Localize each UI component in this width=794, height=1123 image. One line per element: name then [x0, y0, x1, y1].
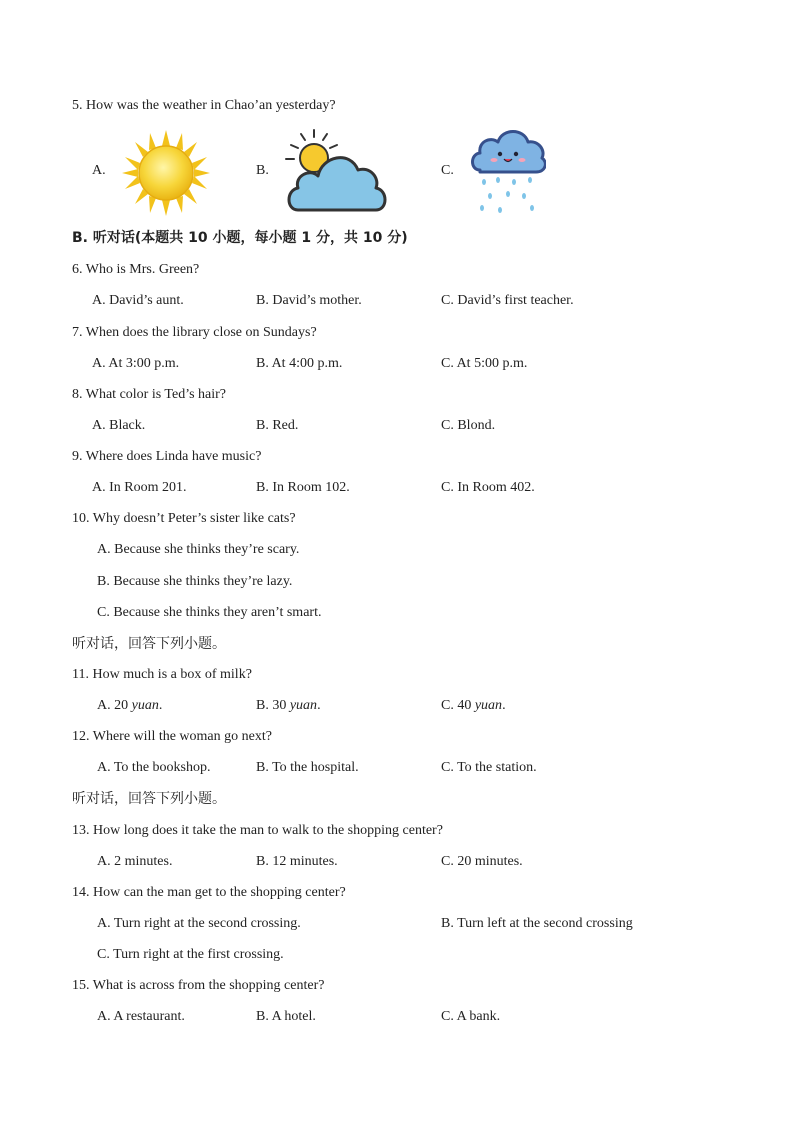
q14-option-b: B. Turn left at the second crossing	[441, 916, 633, 931]
q11-a-amount: A. 20	[97, 698, 129, 713]
option-a-label: A.	[92, 163, 106, 178]
q14-option-c: C. Turn right at the first crossing.	[97, 947, 284, 962]
q14-option-a: A. Turn right at the second crossing.	[97, 916, 301, 931]
q9-option-b: B. In Room 102.	[256, 480, 350, 495]
instruction-2: 听对话，回答下列小题。	[72, 791, 226, 807]
q13-option-c: C. 20 minutes.	[441, 854, 523, 869]
q11-option-a	[97, 697, 162, 715]
question-13: 13. How long does it take the man to walk to the shopping center?	[72, 823, 443, 838]
question-7: 7. When does the library close on Sundays?	[72, 325, 317, 340]
question-12: 12. Where will the woman go next?	[72, 729, 272, 744]
q11-c-period: .	[502, 698, 506, 713]
q11-b-period: .	[317, 698, 321, 713]
q11-a-period: .	[158, 698, 163, 713]
q9-option-a: A. In Room 201.	[92, 480, 187, 495]
q15-option-a: A. A restaurant.	[97, 1009, 185, 1024]
q8-option-c: C. Blond.	[441, 418, 496, 433]
q11-b-unit: yuan	[289, 698, 318, 713]
q7-option-c: C. At 5:00 p.m.	[441, 356, 528, 371]
q11-b-amount: B. 30	[256, 698, 287, 713]
question-9: 9. Where does Linda have music?	[72, 449, 262, 464]
q10-option-b: B. Because she thinks they’re lazy.	[97, 574, 293, 589]
q11-c-unit: yuan	[474, 698, 503, 713]
q11-a-unit: yuan	[131, 698, 159, 713]
question-10: 10. Why doesn’t Peter’s sister like cats?	[72, 511, 296, 526]
rain-cloud-icon	[470, 126, 546, 223]
q12-option-a: A. To the bookshop.	[97, 760, 211, 775]
q12-option-c: C. To the station.	[441, 760, 537, 775]
question-6: 6. Who is Mrs. Green?	[72, 262, 200, 277]
q6-option-a: A. David’s aunt.	[92, 293, 184, 308]
section-b-heading: B. 听对话(本题共 10 小题，每小题 1 分，共 10 分)	[72, 230, 408, 246]
q7-option-b: B. At 4:00 p.m.	[256, 356, 343, 371]
q13-option-b: B. 12 minutes.	[256, 854, 338, 869]
q9-option-c: C. In Room 402.	[441, 480, 535, 495]
q15-option-b: B. A hotel.	[256, 1009, 316, 1024]
q7-option-a: A. At 3:00 p.m.	[92, 356, 180, 371]
q11-option-b	[256, 697, 321, 715]
q8-option-a: A. Black.	[92, 418, 146, 433]
sun-behind-cloud-icon	[284, 128, 392, 221]
question-8: 8. What color is Ted’s hair?	[72, 387, 227, 402]
option-c-label: C.	[441, 163, 454, 178]
q13-option-a: A. 2 minutes.	[97, 854, 173, 869]
q10-option-a: A. Because she thinks they’re scary.	[97, 542, 300, 557]
q6-option-b: B. David’s mother.	[256, 293, 362, 308]
q6-option-c: C. David’s first teacher.	[441, 293, 574, 308]
sun-icon	[120, 128, 212, 223]
q11-c-amount: C. 40	[441, 698, 472, 713]
question-14: 14. How can the man get to the shopping center?	[72, 885, 346, 900]
q11-option-c	[441, 697, 506, 715]
question-11: 11. How much is a box of milk?	[72, 667, 252, 682]
q12-option-b: B. To the hospital.	[256, 760, 359, 775]
q8-option-b: B. Red.	[256, 418, 299, 433]
question-15: 15. What is across from the shopping center?	[72, 978, 325, 993]
q15-option-c: C. A bank.	[441, 1009, 501, 1024]
q10-option-c: C. Because she thinks they aren’t smart.	[97, 605, 322, 620]
option-b-label: B.	[256, 163, 269, 178]
question-5: 5. How was the weather in Chao’an yesterday?	[72, 98, 336, 113]
instruction-1: 听对话，回答下列小题。	[72, 636, 226, 652]
